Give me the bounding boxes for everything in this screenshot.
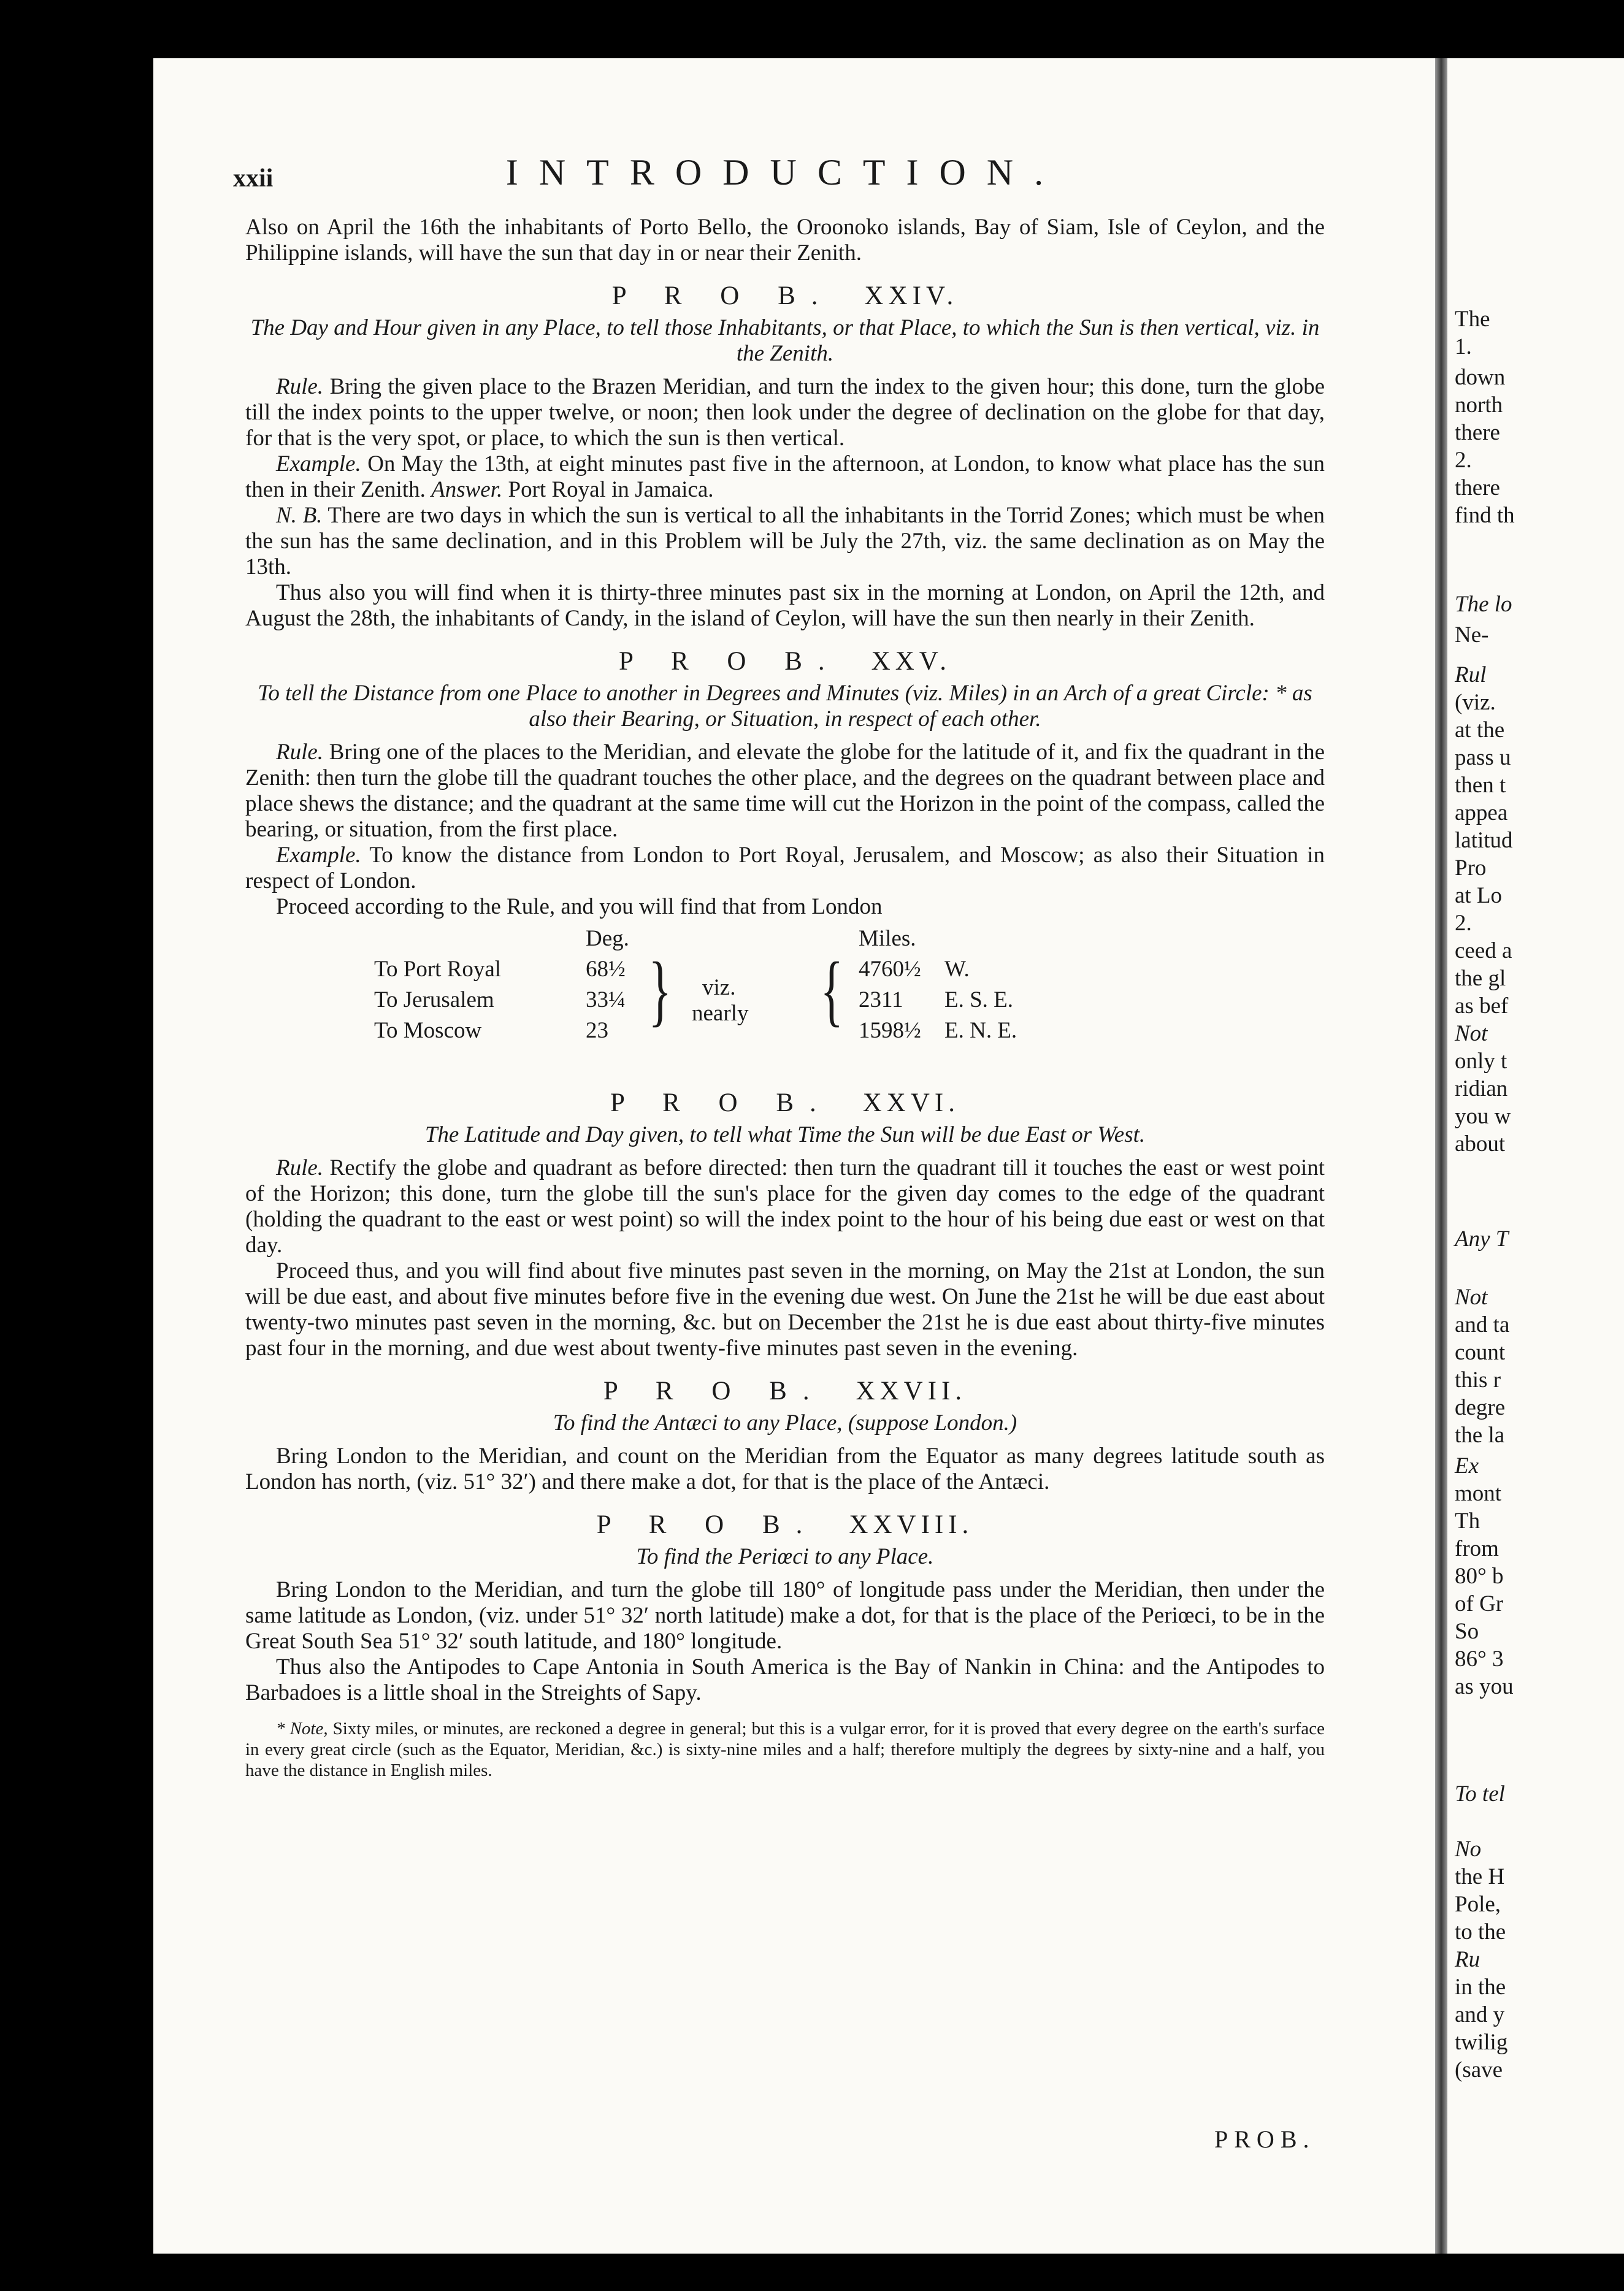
right-fragment: count — [1455, 1340, 1506, 1365]
prob-26-proceed: Proceed thus, and you will find about five minutes past seven in the morning, on May the 21st at London, the sun will be due east, and about five minutes before five in the evening due west. On June the 21st he will be due east about twenty-two minutes past seven in the morning, &c. but on December the 21st he is due east about thirty-five minutes past four in the morning, and due west about twenty-five minutes past seven in the evening. — [245, 1258, 1325, 1361]
deg-cell: 23 — [586, 1018, 608, 1043]
distance-table — [245, 926, 1325, 1073]
right-fragment: at the — [1455, 717, 1505, 743]
catchword: PROB. — [1214, 2125, 1316, 2153]
right-fragment: this r — [1455, 1367, 1501, 1393]
footnote: * Note, Sixty miles, or minutes, are reckoned a degree in general; but this is a vulgar error, for it is proved that every degree on the earth's surface in every great circle (such as the Equator, Meridian, &c.) is sixty-nine miles and a half; therefore multiply the degrees by sixty-nine and a half, you have the distance in English miles. — [245, 1719, 1325, 1780]
prob-27-text: Bring London to the Meridian, and count on the Meridian from the Equator as many degrees latitude south as London has north, (viz. 51° 32′) and there make a dot, for that is the place of the Antæci. — [245, 1444, 1325, 1494]
right-fragment: latitud — [1455, 828, 1513, 853]
place-cell: To Moscow — [374, 1018, 482, 1043]
right-fragment: there — [1455, 475, 1500, 500]
right-fragment: (viz. — [1455, 690, 1496, 715]
right-fragment: ceed a — [1455, 938, 1512, 963]
right-fragment: from — [1455, 1536, 1499, 1561]
deg-cell: 33¼ — [586, 987, 626, 1012]
right-fragment: and ta — [1455, 1312, 1510, 1337]
prob-28-thus: Thus also the Antipodes to Cape Antonia in South America is the Bay of Nankin in China: and the Antipodes to Barbadoes is a little shoal in the Streights of Sapy. — [245, 1654, 1325, 1705]
right-fragment: appea — [1455, 800, 1508, 825]
right-fragment: then t — [1455, 773, 1506, 798]
bearing-cell: W. — [944, 957, 970, 982]
right-fragment: Th — [1455, 1509, 1480, 1534]
left-page — [153, 58, 1435, 2254]
prob-24-thus: Thus also you will find when it is thirty-three minutes past six in the morning at London, on April the 12th, and August the 28th, the inhabitants of Candy, in the island of Ceylon, will have the sun then nearly in their Zenith. — [245, 580, 1325, 631]
prob-26-heading: P R O B. XXVI. — [610, 1088, 960, 1117]
right-fragment: Ex — [1455, 1453, 1479, 1478]
prob-26-rule: Rule. Rectify the globe and quadrant as before directed: then turn the quadrant till it touches the east or west point of the Horizon; this done, turn the globe till the sun's place for the given day comes to the edge of the quadrant (holding the quadrant to the east or west point) so will the index point to the hour of his being due east or west on that day. — [245, 1155, 1325, 1258]
right-fragment: to the — [1455, 1919, 1506, 1945]
miles-cell: 2311 — [859, 987, 903, 1012]
deg-cell: 68½ — [586, 957, 626, 982]
prob-25-rule: Rule. Bring one of the places to the Meridian, and elevate the globe for the latitude of it, and fix the quadrant in the Zenith: then turn the globe till the quadrant touches the other place, and the degrees on the quadrant between place and place shews the distance; and the quadrant at the same time will cut the Horizon in the point of the compass, called the bearing, or situation, from the first place. — [245, 740, 1325, 842]
prob-24-heading: P R O B. XXIV. — [611, 281, 959, 310]
right-fragment: as bef — [1455, 993, 1509, 1019]
right-fragment: find th — [1455, 503, 1515, 528]
prob-25-subtitle: To tell the Distance from one Place to another in Degrees and Minutes (viz. Miles) in an Arch of a great Circle: * as also their Bearing, or Situation, in respect of each other. — [258, 681, 1312, 732]
prob-24-subtitle: The Day and Hour given in any Place, to tell those Inhabitants, or that Place, to which the Sun is then vertical, viz. in the Zenith. — [250, 315, 1320, 366]
nearly-label: nearly — [692, 1001, 749, 1026]
right-fragment: in the — [1455, 1975, 1506, 2000]
book-gutter — [1435, 58, 1447, 2254]
right-fragment: So — [1455, 1619, 1479, 1644]
place-cell: To Port Royal — [374, 957, 502, 982]
right-fragment: at Lo — [1455, 883, 1503, 908]
miles-cell: 1598½ — [859, 1018, 921, 1043]
right-fragment: The lo — [1455, 592, 1512, 617]
place-cell: To Jerusalem — [374, 987, 494, 1012]
prob-25-proceed: Proceed according to the Rule, and you will find that from London — [276, 894, 883, 919]
right-fragment: as you — [1455, 1674, 1514, 1699]
right-fragment: and y — [1455, 2002, 1505, 2027]
right-fragment: Any T — [1455, 1226, 1509, 1252]
miles-cell: 4760½ — [859, 957, 921, 982]
right-fragment: Not — [1455, 1285, 1488, 1310]
right-fragment: 2. — [1455, 911, 1472, 936]
right-fragment: twilig — [1455, 2030, 1508, 2055]
right-fragment: pass u — [1455, 745, 1511, 770]
right-fragment: the gl — [1455, 966, 1506, 991]
right-fragment: the H — [1455, 1864, 1505, 1889]
prob-25-example: Example. To know the distance from London to Port Royal, Jerusalem, and Moscow; as also their Situation in respect of London. — [245, 843, 1325, 893]
right-fragment: only t — [1455, 1049, 1507, 1074]
right-fragment: ridian — [1455, 1076, 1508, 1101]
prob-27-subtitle: To find the Antæci to any Place, (suppose London.) — [553, 1410, 1017, 1436]
text-column — [233, 152, 1325, 1781]
prob-28-subtitle: To find the Periœci to any Place. — [636, 1544, 934, 1569]
right-fragment: Pro — [1455, 855, 1487, 881]
viz-label: viz. — [702, 975, 736, 1000]
bearing-cell: E. N. E. — [944, 1018, 1017, 1043]
right-fragment: there — [1455, 420, 1500, 445]
right-fragment: mont — [1455, 1481, 1502, 1506]
miles-header: Miles. — [859, 926, 916, 951]
right-fragment: 2. — [1455, 448, 1472, 473]
left-brace: { — [820, 946, 843, 1035]
right-brace: } — [648, 946, 672, 1035]
page-number: xxii — [233, 164, 274, 193]
prob-28-text: Bring London to the Meridian, and turn the globe till 180° of longitude pass under the Meridian, then under the same latitude as London, (viz. under 51° 32′ north latitude) make a dot, for that is the place of the Periœci, to be in the Great South Sea 51° 32′ south latitude, and 180° longitude. — [245, 1577, 1325, 1654]
prob-25-heading: P R O B. XXV. — [618, 647, 952, 676]
prob-26-subtitle: The Latitude and Day given, to tell what Time the Sun will be due East or West. — [424, 1122, 1146, 1147]
right-fragment: about — [1455, 1131, 1506, 1157]
prob-24-rule: Rule. Bring the given place to the Brazen Meridian, and turn the index to the given hour; this done, turn the globe till the index points to the upper twelve, or noon; then look under the degree of declination on the globe for that day, for that is the very spot, or place, to which the sun is then vertical. — [245, 374, 1325, 451]
bearing-cell: E. S. E. — [944, 987, 1014, 1012]
right-fragment: Ru — [1455, 1947, 1480, 1972]
right-fragment: you w — [1455, 1104, 1511, 1129]
prob-24-example: Example. On May the 13th, at eight minutes past five in the afternoon, at London, to know what place has the sun then in their Zenith. Answer. Port Royal in Jamaica. — [245, 451, 1325, 502]
deg-header: Deg. — [586, 926, 629, 951]
right-fragment: degre — [1455, 1395, 1506, 1420]
prob-28-heading: P R O B. XXVIII. — [596, 1510, 974, 1539]
right-fragment: Pole, — [1455, 1892, 1501, 1917]
right-fragment: down — [1455, 365, 1506, 390]
right-fragment: To tel — [1455, 1781, 1505, 1807]
right-fragment: Ne- — [1455, 622, 1489, 648]
right-fragment: of Gr — [1455, 1591, 1504, 1616]
right-fragment: (save — [1455, 2057, 1503, 2083]
right-fragment: The — [1455, 307, 1490, 332]
right-fragment: No — [1455, 1837, 1482, 1862]
right-fragment: 1. — [1455, 334, 1472, 359]
prob-27-heading: P R O B. XXVII. — [603, 1377, 967, 1406]
right-fragment: 80° b — [1455, 1564, 1504, 1589]
right-fragment: the la — [1455, 1423, 1505, 1448]
right-fragment: north — [1455, 392, 1503, 418]
running-head: INTRODUCTION. — [505, 152, 1065, 193]
right-fragment: 86° 3 — [1455, 1647, 1504, 1672]
page-header — [233, 152, 1325, 215]
right-page-edge — [1447, 58, 1624, 2254]
intro-paragraph: Also on April the 16th the inhabitants of Porto Bello, the Oroonoko islands, Bay of Siam, Isle of Ceylon, and the Philippine islands, will have the sun that day in or near their Zenith. — [245, 215, 1325, 266]
right-fragment: Not — [1455, 1021, 1488, 1046]
prob-24-nb: N. B. There are two days in which the sun is vertical to all the inhabitants in the Torrid Zones; which must be when the sun has the same declination, and in this Problem will be July the 27th, viz. the same declination as on May the 13th. — [245, 503, 1325, 579]
right-fragment: Rul — [1455, 662, 1487, 687]
